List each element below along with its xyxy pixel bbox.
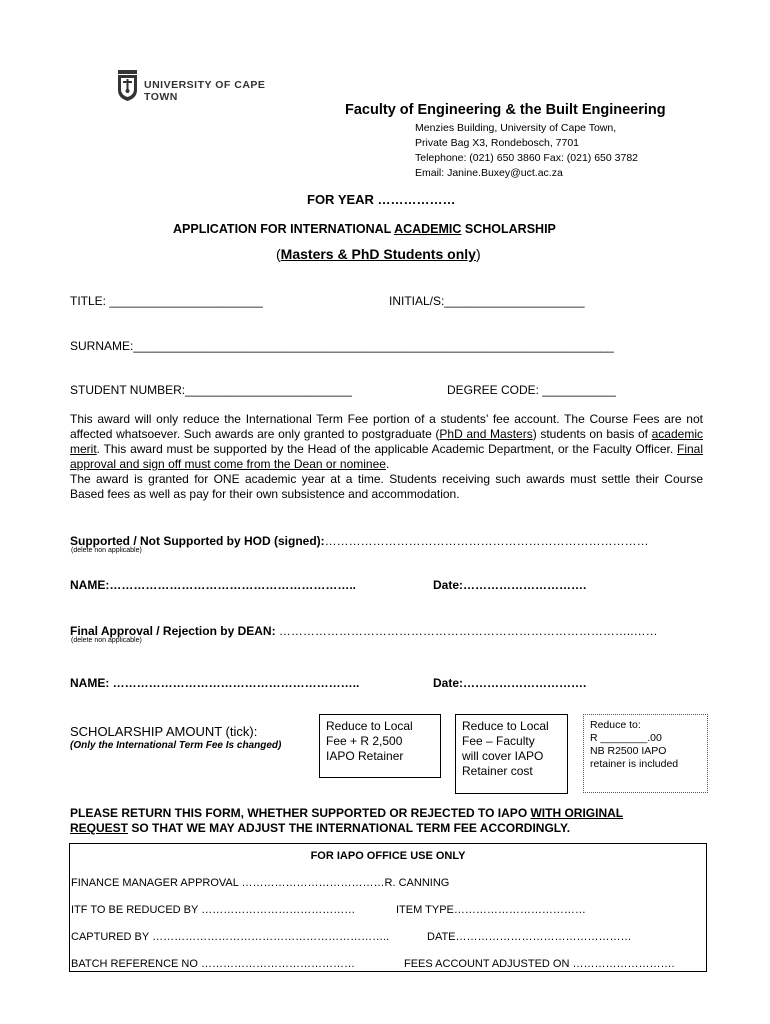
notice-text-2: SO THAT WE MAY ADJUST THE INTERNATIONAL TERM FEE ACCORDINGLY.	[128, 821, 571, 835]
notice-text-1: PLEASE RETURN THIS FORM, WHETHER SUPPORTED OR REJECTED TO IAPO	[70, 806, 531, 820]
title-field[interactable]: TITLE: _______________________	[70, 294, 263, 308]
surname-field[interactable]: SURNAME:________________________________________________________________________	[70, 339, 614, 353]
scholarship-amount-label: SCHOLARSHIP AMOUNT (tick):	[70, 724, 258, 739]
student-number-field[interactable]: STUDENT NUMBER:_________________________	[70, 383, 352, 397]
option-reduce-local-faculty-covers[interactable]	[455, 714, 568, 794]
hod-date-field[interactable]: Date:………………………….	[433, 578, 587, 592]
option3-line2: R ________.00	[590, 732, 662, 744]
option1-line3: IAPO Retainer	[326, 749, 404, 763]
university-crest-icon	[117, 70, 138, 102]
address-line-1: Menzies Building, University of Cape Town,	[415, 122, 617, 134]
dean-label: Final Approval / Rejection by DEAN:	[70, 624, 276, 638]
para-underline-3: Final approval and sign off must come from the Dean or nominee	[70, 442, 703, 471]
university-name: UNIVERSITY OF CAPE TOWN	[144, 79, 266, 103]
batch-reference-field[interactable]: BATCH REFERENCE NO ……………………………………	[71, 958, 355, 970]
hod-signature-line[interactable]	[70, 534, 649, 548]
fees-adjusted-field[interactable]: FEES ACCOUNT ADJUSTED ON ……………………….	[404, 958, 675, 970]
initials-field[interactable]: INITIAL/S:_____________________	[389, 294, 585, 308]
option3-line4: retainer is included	[590, 758, 679, 770]
address-line-3: Telephone: (021) 650 3860 Fax: (021) 650 3782	[415, 152, 638, 164]
dean-name-field[interactable]	[70, 676, 359, 690]
notice-underline-1: WITH ORIGINAL	[530, 806, 624, 820]
address-line-2: Private Bag X3, Rondebosch, 7701	[415, 137, 580, 149]
application-subtitle	[276, 246, 481, 262]
degree-code-field[interactable]: DEGREE CODE: ___________	[447, 383, 616, 397]
application-title	[173, 222, 556, 236]
subtitle-close: )	[475, 246, 481, 262]
dean-date-field[interactable]: Date:………………………….	[433, 676, 587, 690]
hod-dots: ………………………………………………………………………	[324, 534, 649, 548]
option2-line1: Reduce to Local	[462, 719, 549, 733]
dean-dots: ……………………………………………………………………………..……	[275, 624, 658, 638]
subtitle-text: Masters & PhD Students only	[280, 246, 476, 262]
university-logo	[117, 70, 299, 104]
hod-note: (delete non applicable)	[71, 547, 142, 554]
dean-note: (delete non applicable)	[71, 637, 142, 644]
para-text-3: . This award must be supported by the Head of the applicable Academic Department, or the Faculty Officer.	[96, 442, 677, 456]
finance-approval-field[interactable]: FINANCE MANAGER APPROVAL …………………………………R. CANNING	[71, 877, 450, 889]
option-reduce-local-plus-retainer[interactable]	[319, 714, 441, 778]
option2-line3: will cover IAPO	[462, 749, 544, 763]
para-text-2: ) students on basis of	[532, 427, 652, 441]
option3-line3: NB R2500 IAPO	[590, 745, 667, 757]
item-type-field[interactable]: ITEM TYPE………………………………	[396, 904, 586, 916]
hod-name-field[interactable]: NAME:……………………………………………………..	[70, 578, 356, 592]
office-use-box	[69, 843, 707, 972]
office-use-title: FOR IAPO OFFICE USE ONLY	[310, 850, 466, 862]
para-underline-1: PhD and Masters	[439, 427, 533, 441]
terms-paragraph	[70, 412, 703, 502]
hod-label: Supported / Not Supported by HOD (signed):	[70, 534, 325, 548]
itf-reduced-field[interactable]: ITF TO BE REDUCED BY ……………………………………	[71, 904, 356, 916]
title-part-1: APPLICATION FOR INTERNATIONAL	[173, 222, 395, 236]
address-line-4: Email: Janine.Buxey@uct.ac.za	[415, 167, 563, 179]
para-underline-2: academic merit	[70, 427, 703, 456]
para-text-4: .	[385, 457, 390, 471]
faculty-title: Faculty of Engineering & the Built Engineering	[345, 102, 666, 118]
for-year: FOR YEAR ………………	[307, 192, 456, 207]
office-date-field[interactable]: DATE…………………………………………	[427, 931, 632, 943]
return-notice	[70, 806, 699, 836]
para-text-1: This award will only reduce the International Term Fee portion of a students’ fee account. The Course Fees are not affected whatsoever. Such awards are only granted to postgraduate (	[70, 412, 703, 441]
option3-line1: Reduce to:	[590, 719, 641, 731]
scholarship-note: (Only the International Term Fee Is changed)	[70, 740, 282, 751]
dean-signature-line[interactable]	[70, 624, 658, 638]
captured-by-field[interactable]: CAPTURED BY ………………………………………………………..	[71, 931, 390, 943]
option1-line2: Fee + R 2,500	[326, 734, 403, 748]
para-text-5: The award is granted for ONE academic year at a time. Students receiving such awards must settle their Course Based fees as well as pay for their own subsistence and accommodation.	[70, 472, 703, 501]
option2-line4: Retainer cost	[462, 764, 533, 778]
notice-underline-2: REQUEST	[70, 821, 129, 835]
subtitle-open: (	[276, 246, 281, 262]
title-underlined: ACADEMIC	[394, 222, 462, 236]
dean-name-text: NAME: ……………………………………………………..	[70, 676, 360, 690]
option-reduce-to-amount[interactable]	[583, 714, 708, 793]
option1-line1: Reduce to Local	[326, 719, 413, 733]
title-part-2: SCHOLARSHIP	[461, 222, 556, 236]
option2-line2: Fee – Faculty	[462, 734, 535, 748]
